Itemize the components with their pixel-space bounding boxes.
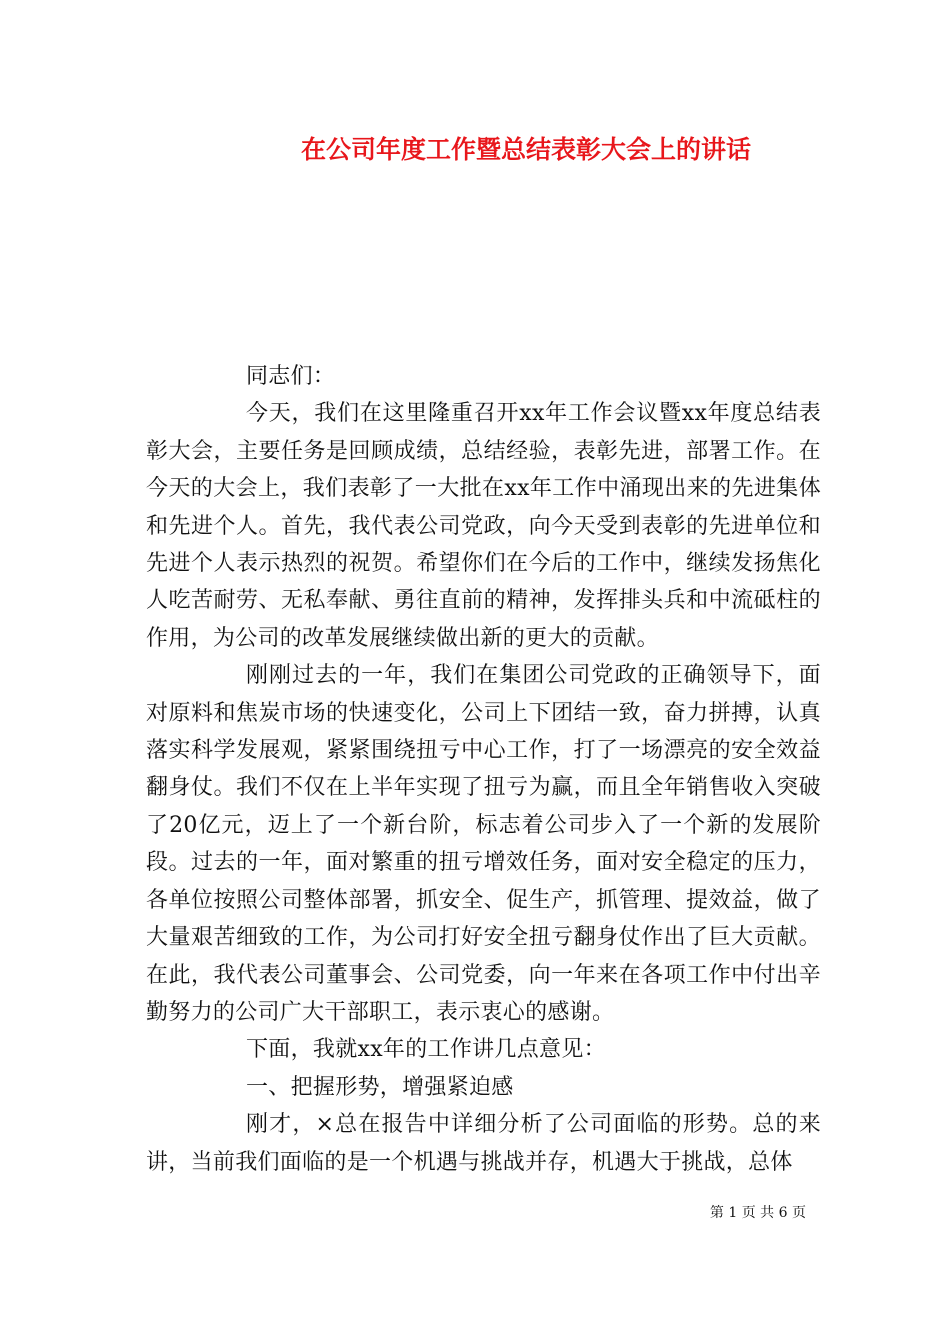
document-title: 在公司年度工作暨总结表彰大会上的讲话 — [300, 135, 751, 164]
page-number-footer: 第 1 页 共 6 页 — [709, 1205, 806, 1221]
body-paragraph: 刚刚过去的一年，我们在集团公司党政的正确领导下，面对原料和焦炭市场的快速变化，公司上下团结一致，奋力拼搏，认真落实科学发展观，紧紧围绕扭亏中心工作，打了一场漂亮的安全效益翻身仗。我们不仅在上半年实现了扭亏为赢，而且全年销售收入突破了20亿元，迈上了一个新台阶，标志着公司步入了一个新的发展阶段。过去的一年，面对繁重的扭亏增效任务，面对安全稳定的压力，各单位按照公司整体部署，抓安全、促生产，抓管理、提效益，做了大量艰苦细致的工作，为公司打好安全扭亏翻身仗作出了巨大贡献。在此，我代表公司董事会、公司党委，向一年来在各项工作中付出辛勤努力的公司广大干部职工，表示衷心的感谢。 — [146, 663, 821, 1025]
body-paragraph: 今天，我们在这里隆重召开xx年工作会议暨xx年度总结表彰大会，主要任务是回顾成绩，总结经验，表彰先进，部署工作。在今天的大会上，我们表彰了一大批在xx年工作中涌现出来的先进集体和先进个人。首先，我代表公司党政，向今天受到表彰的先进单位和先进个人表示热烈的祝贺。希望你们在今后的工作中，继续发扬焦化人吃苦耐劳、无私奉献、勇往直前的精神，发挥排头兵和中流砥柱的作用，为公司的改革发展继续做出新的更大的贡献。 — [146, 401, 821, 651]
body-paragraph: 下面，我就xx年的工作讲几点意见： — [246, 1037, 606, 1063]
salutation-paragraph: 同志们： — [246, 364, 336, 389]
body-paragraph: 刚才，×总在报告中详细分析了公司面临的形势。总的来讲，当前我们面临的是一个机遇与挑战并存，机遇大于挑战，总体 — [146, 1112, 821, 1175]
section-heading: 一、把握形势，增强紧迫感 — [246, 1074, 514, 1100]
document-body — [146, 358, 821, 1181]
